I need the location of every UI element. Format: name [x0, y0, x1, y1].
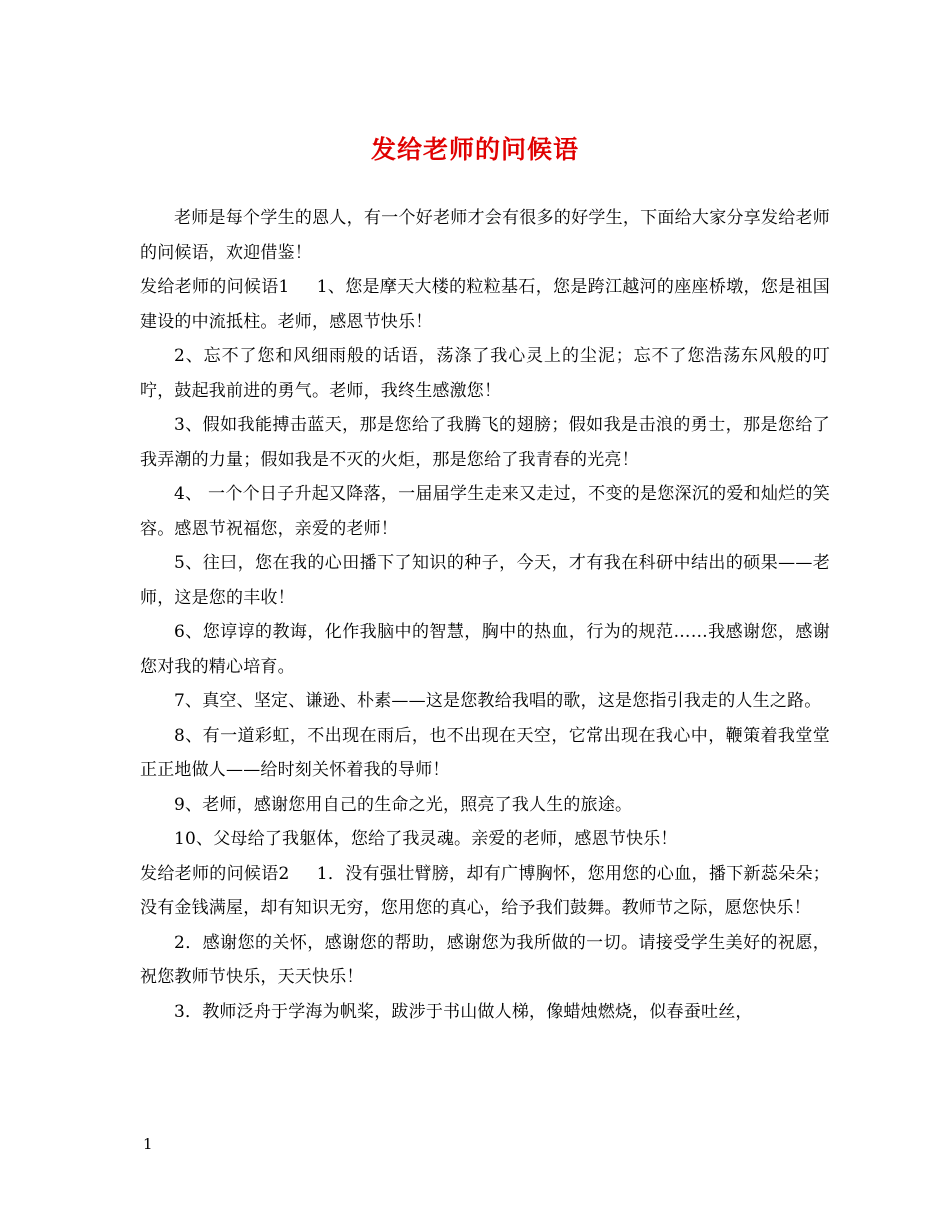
section1-item-9: 9、老师，感谢您用自己的生命之光，照亮了我人生的旅途。: [174, 794, 633, 815]
section1-item-2: 2、忘不了您和风细雨般的话语，荡涤了我心灵上的尘泥；忘不了您浩荡东风般的叮咛，鼓起我前进的勇气。老师，我终生感激您！: [140, 346, 830, 401]
section2-first-paragraph: [140, 857, 830, 926]
section2-item-3: 3．教师泛舟于学海为帆桨，跋涉于书山做人梯，像蜡烛燃烧，似春蚕吐丝，: [174, 1001, 753, 1022]
section1-item-8: 8、有一道彩虹，不出现在雨后，也不出现在天空，它常出现在我心中，鞭策着我堂堂正正地做人——给时刻关怀着我的导师！: [140, 725, 830, 780]
section1-first-paragraph: [140, 270, 830, 339]
section1-heading: 发给老师的问候语1: [140, 277, 290, 297]
section1-item-7: 7、真空、坚定、谦逊、朴素——这是您教给我唱的歌，这是您指引我走的人生之路。: [174, 691, 822, 711]
intro-paragraph: 老师是每个学生的恩人，有一个好老师才会有很多的好学生，下面给大家分享发给老师的问候语，欢迎借鉴！: [140, 208, 830, 263]
section1-item-4: 4、 一个个日子升起又降落，一届届学生走来又走过，不变的是您深沉的爱和灿烂的笑容。感恩节祝福您，亲爱的老师！: [140, 484, 830, 539]
section1-item-1: 1、您是摩天大楼的粒粒基石，您是跨江越河的座座桥墩，您是祖国建设的中流抵柱。老师，感恩节快乐！: [140, 277, 830, 332]
document-title: 发给老师的问候语: [370, 135, 579, 164]
document-body: [140, 201, 830, 1029]
section2-item-1: 1．没有强壮臂膀，却有广博胸怀，您用您的心血，播下新蕊朵朵；没有金钱满屋，却有知识无穷，您用您的真心，给予我们鼓舞。教师节之际，愿您快乐！: [140, 863, 830, 918]
section1-item-3: 3、假如我能搏击蓝天，那是您给了我腾飞的翅膀；假如我是击浪的勇士，那是您给了我弄潮的力量；假如我是不灭的火炬，那是您给了我青春的光亮！: [140, 415, 830, 470]
section2-heading: 发给老师的问候语2: [140, 863, 290, 884]
page-number: 1: [143, 1135, 153, 1153]
section1-item-10: 10、父母给了我躯体，您给了我灵魂。亲爱的老师，感恩节快乐！: [174, 829, 678, 849]
section1-item-5: 5、往曰，您在我的心田播下了知识的种子，今天，才有我在科研中结出的硕果——老师，这是您的丰收！: [140, 553, 830, 608]
section1-item-6: 6、您谆谆的教诲，化作我脑中的智慧，胸中的热血，行为的规范……我感谢您，感谢您对我的精心培育。: [140, 622, 830, 677]
section2-item-2: 2．感谢您的关怀，感谢您的帮助，感谢您为我所做的一切。请接受学生美好的祝愿，祝您教师节快乐，天天快乐！: [140, 932, 830, 987]
